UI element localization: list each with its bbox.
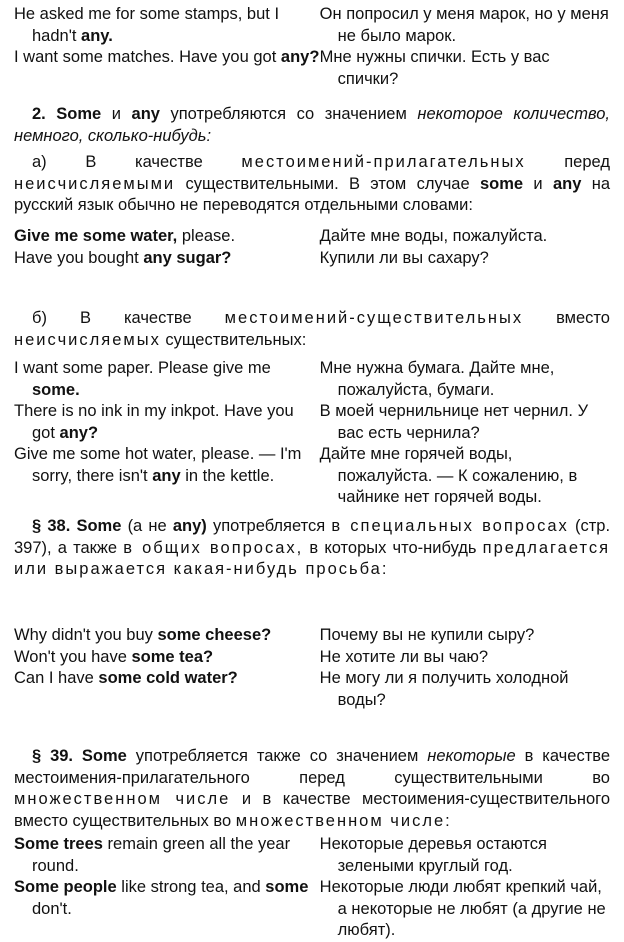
text: и в качестве местоимения-существительного вместо существительных во: [14, 790, 610, 830]
example-pair: [14, 834, 610, 877]
section-39: [14, 746, 610, 832]
keyword-any: any: [131, 105, 160, 123]
english-text: Have you bought: [14, 248, 144, 267]
example-pair: [14, 4, 610, 47]
section-38: [14, 516, 610, 581]
section-39-examples: [14, 834, 610, 942]
english-text: Why didn't you buy: [14, 626, 158, 644]
example-pair: [14, 401, 610, 444]
text: (а не: [127, 517, 167, 535]
keyword-some: Some: [81, 747, 127, 765]
english-text: remain green all the year round.: [32, 835, 291, 875]
english-example: [14, 358, 320, 401]
english-bold: any?: [59, 423, 99, 442]
example-pair: [14, 444, 610, 509]
english-text: Can I have: [14, 669, 99, 687]
example-pair: [14, 625, 610, 647]
spaced-term: предлагается или выражается какая-нибудь просьба:: [14, 538, 611, 578]
english-example: [14, 4, 320, 47]
text: на русский язык обычно не переводятся отдельными словами:: [14, 174, 611, 214]
text: (стр. 397), а также: [14, 517, 611, 557]
english-text: He asked me for some stamps, but I hadn't: [14, 5, 280, 45]
english-text: in the kettle.: [180, 466, 275, 485]
russian-translation: Почему вы не купили сыру?: [319, 626, 535, 644]
text: существительными. В этом случае: [185, 174, 470, 193]
spaced-term: множественном числе:: [235, 811, 452, 830]
example-pair: [14, 248, 610, 270]
spaced-term: в общих вопросах,: [123, 538, 304, 557]
spaced-term: множественном числе: [14, 790, 231, 808]
english-example: [14, 877, 320, 942]
russian-translation: Некоторые деревья остаются зелеными круглый год.: [319, 835, 547, 875]
russian-translation: Некоторые люди любят крепкий чай, а некоторые не любят (а другие не любят).: [319, 878, 606, 939]
keyword-some: Some: [56, 105, 102, 123]
english-bold: Some trees: [14, 835, 103, 853]
point-number: 2.: [32, 105, 46, 123]
russian-translation: Не могу ли я получить холодной воды?: [319, 669, 569, 709]
english-bold: some tea?: [131, 647, 214, 666]
english-bold: any sugar?: [143, 248, 232, 267]
english-text: please.: [177, 227, 236, 245]
english-example: [14, 401, 320, 444]
meaning: некоторые: [427, 747, 516, 765]
subsection-a-examples: [14, 226, 610, 269]
keyword-any: any): [172, 517, 207, 535]
spaced-term: неисчисляемых: [14, 330, 161, 349]
english-example: [14, 834, 320, 877]
text: употребляется: [212, 517, 326, 535]
russian-translation: Дайте мне воды, пожалуйста.: [319, 227, 548, 245]
russian-translation: Купили ли вы сахару?: [319, 248, 489, 267]
example-pair: [14, 358, 610, 401]
subsection-b: [14, 308, 610, 351]
section-number: § 38.: [32, 517, 71, 535]
subsection-a: [14, 152, 610, 217]
english-bold: some cold water?: [98, 669, 238, 687]
keyword-any: any: [552, 174, 582, 193]
spaced-term: местоимений-прилагательных: [241, 153, 526, 171]
english-text: Won't you have: [14, 647, 132, 666]
russian-translation: Дайте мне горячей воды, пожалуйста. — К сожалению, в чайнике нет горячей воды.: [319, 445, 578, 506]
english-text: like strong tea, and: [116, 878, 266, 896]
text: употребляются со значением: [170, 105, 407, 123]
russian-translation: Мне нужны спички. Есть у вас спички?: [319, 48, 550, 88]
english-bold: some: [265, 878, 309, 896]
russian-translation: В моей чернильнице нет чернил. У вас есть чернила?: [319, 402, 589, 442]
example-pair: [14, 877, 610, 942]
english-bold: some cheese?: [157, 626, 272, 644]
example-pair: [14, 226, 610, 248]
english-text: I want some paper. Please give me: [14, 359, 271, 377]
meaning: некоторое количество, немного, сколько-нибудь:: [14, 105, 610, 145]
spaced-term: местоимений-существительных: [224, 309, 524, 327]
english-bold: any: [152, 466, 181, 485]
text: перед: [564, 153, 610, 171]
text: в которых что-нибудь: [309, 538, 477, 557]
label: а) В качестве: [32, 153, 203, 171]
text: вместо: [556, 309, 610, 327]
example-pair: [14, 647, 610, 669]
english-text: There is no ink in my inkpot. Have you got: [14, 402, 294, 442]
label: б) В качестве: [32, 309, 192, 327]
english-bold: any?: [280, 48, 320, 66]
example-pair: [14, 47, 610, 90]
english-example: [14, 625, 320, 647]
english-example: [14, 248, 320, 270]
section-38-examples: [14, 625, 610, 711]
russian-translation: Он попросил у меня марок, но у меня не было марок.: [319, 5, 609, 45]
example-pair: [14, 668, 610, 711]
english-text: Give me some hot water, please. — I'm sorry, there isn't: [14, 445, 302, 485]
section-number: § 39.: [32, 747, 74, 765]
english-bold: Some people: [14, 878, 117, 896]
english-text: don't.: [32, 899, 72, 918]
russian-translation: Мне нужна бумага. Дайте мне, пожалуйста, бумаги.: [319, 359, 555, 399]
text: в качестве местоимения-прилагательного перед существительными во: [14, 747, 611, 787]
point-2-paragraph: [14, 104, 610, 147]
text: существительных:: [165, 330, 307, 349]
conj: и: [111, 105, 121, 123]
keyword-some: some: [479, 174, 524, 193]
english-bold: Give me some water,: [14, 227, 178, 245]
conj: и: [533, 174, 543, 193]
russian-translation: Не хотите ли вы чаю?: [319, 647, 489, 666]
english-example: [14, 647, 320, 669]
subsection-b-examples: [14, 358, 610, 509]
english-example: [14, 668, 320, 711]
english-example: [14, 444, 320, 509]
intro-examples: [14, 4, 610, 90]
english-bold: some.: [32, 380, 80, 399]
english-bold: any.: [81, 26, 113, 45]
keyword-some: Some: [76, 517, 122, 535]
spaced-term: в специальных вопросах: [331, 517, 569, 535]
english-example: [14, 226, 320, 248]
english-example: [14, 47, 320, 90]
text: употребляется также со значением: [135, 747, 419, 765]
english-text: I want some matches. Have you got: [14, 48, 281, 66]
spaced-term: неисчисляемыми: [14, 174, 176, 193]
